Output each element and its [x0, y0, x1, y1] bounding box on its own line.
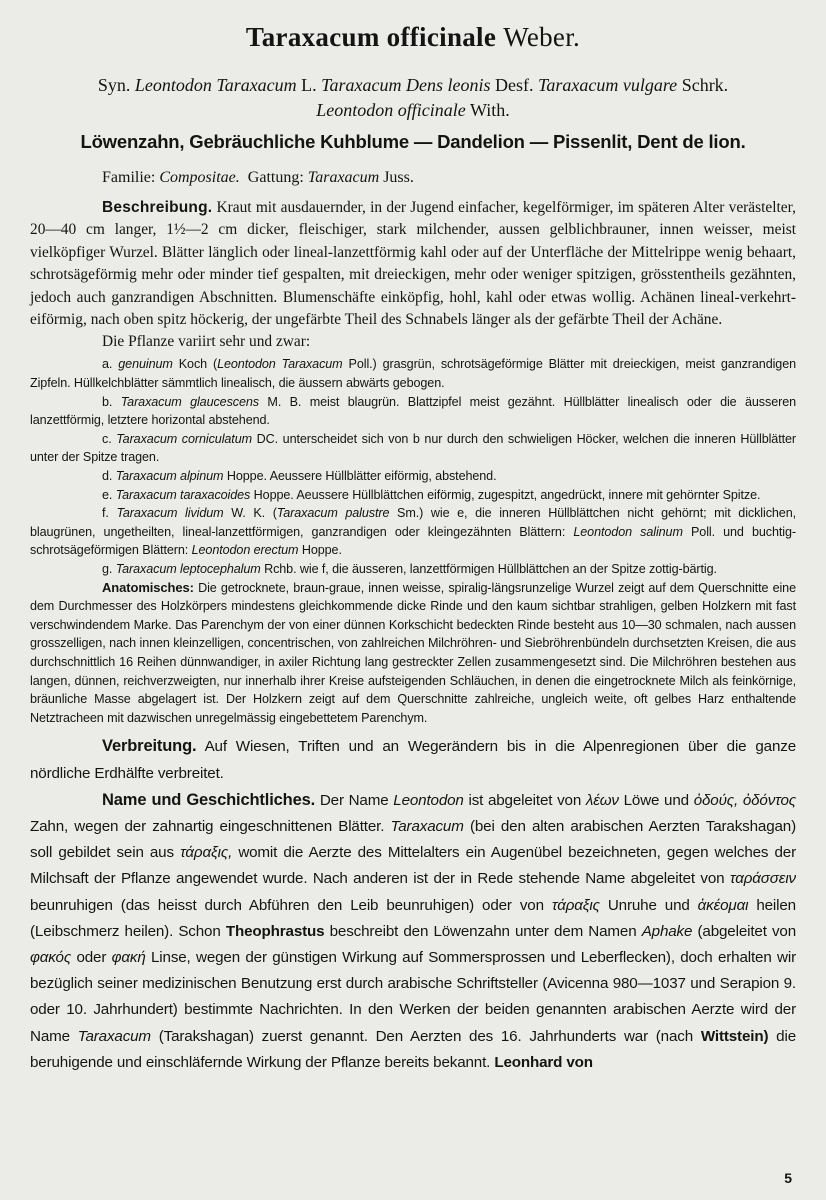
synonyms	[30, 73, 796, 123]
history-text: Der Name	[319, 791, 389, 809]
distribution-paragraph	[30, 733, 796, 786]
genus-label: Gattung:	[247, 169, 304, 186]
history-person: Wittstein)	[700, 1027, 769, 1045]
history-text: ist abgeleitet von	[468, 791, 582, 809]
greek-term: τάραξις,	[180, 844, 233, 862]
synonym: Leontodon officinale	[316, 100, 466, 120]
variant-synonym: Leontodon salinum	[573, 524, 683, 539]
distribution-heading: Verbreitung.	[102, 737, 197, 756]
genus-author: Juss.	[383, 169, 414, 186]
history-text: Unruhe und	[607, 896, 690, 914]
page-title	[30, 22, 796, 53]
variant-name: Taraxacum taraxacoides	[115, 487, 251, 502]
history-text: (abgeleitet von	[697, 922, 796, 940]
variant-text: DC. unterscheidet sich von b nur durch den schwieligen Höcker, welchen die inneren Hüllblätter unter der Spitze tragen.	[30, 431, 797, 465]
anatomy-heading: Anatomisches:	[102, 579, 194, 595]
history-text: beunruhigen (das heisst durch Abführen den Leib beunruhigen) oder von	[30, 896, 544, 914]
species-author: Weber.	[503, 22, 581, 52]
variant-name: Taraxacum corniculatum	[116, 431, 253, 446]
page-number: 5	[784, 1170, 792, 1186]
greek-term: φακός	[30, 948, 72, 966]
family-label: Familie:	[102, 169, 156, 186]
synonym-author: Desf.	[495, 75, 534, 95]
variant-name: Taraxacum lividum	[116, 506, 224, 521]
history-text: heilen (Leibschmerz heilen). Schon	[30, 896, 796, 940]
variant-text: Poll.) grasgrün, schrotsägeförmige Blätter mit dreieckigen, meist ganzrandigen Zipfeln. Hüllkelchblätter sämmtlich linealisch, die äussern abwärts gebogen.	[30, 357, 797, 391]
variant-synonym: Leontodon erectum	[191, 543, 299, 558]
variant-text: Hoppe. Aeussere Hüllblätter eiförmig, abstehend.	[226, 469, 497, 483]
variant-label: b.	[102, 394, 113, 409]
history-text: oder	[76, 948, 107, 966]
family-line	[102, 169, 796, 187]
variant-synonym: Taraxacum palustre	[276, 506, 390, 521]
description-text: Kraut mit ausdauernder, in der Jugend einfacher, kegelförmiger, im späteren Alter verästelter, 20—40 cm langer, 1½—2 cm dicker, fleischiger, stark milchender, aussen gelblichbrauner, innen weisser, meist vielköpfiger Wurzel. Blätter länglich oder lineal-lanzettförmig kahl oder auf der Unterfläche der Mittelrippe wenig behaart, schrotsägeförmig mehr oder minder tief gespalten, mit dreieckigen, mehr oder weniger spitzigen, grösstentheils gezähnten, jedoch auch ganzrandigen Abschnitten. Blumenschäfte einköpfig, hohl, kahl oder etwas wollig. Achänen lineal-verkehrt-eiförmig, nach oben spitz höckerig, der ungefärbte Theil des Schnabels länger als der gefärbte Theil der Achäne.	[30, 199, 796, 329]
distribution-text: Auf Wiesen, Triften und an Wegerändern bis in die Alpenregionen über die ganze nördliche Erdhälfte verbreitet.	[30, 738, 796, 782]
variant-label: g.	[102, 561, 113, 576]
variant-name: Taraxacum glaucescens	[120, 394, 259, 409]
genus-value: Taraxacum	[307, 169, 380, 186]
greek-term: φακή	[111, 948, 146, 966]
synonym: Leontodon Taraxacum	[134, 75, 297, 95]
variant-author: Koch (	[178, 357, 218, 372]
variant-text: Poll. und buchtig-schrotsägeförmigen Blättern:	[30, 524, 796, 558]
variant-text: Rchb. wie f, die äusseren, lanzettförmigen Hüllblättchen an der Spitze zottig-bärtig.	[264, 561, 717, 576]
anatomy-paragraph	[30, 579, 796, 728]
variant-text: Sm.) wie e, die inneren Hüllblättchen nicht gehörnt; mit dicklichen, blaugrünen, ungetheilten, lineal-lanzettförmigen, ganzrandigen oder kleingezähnten Blättern:	[30, 506, 796, 539]
synonym-author: L.	[301, 75, 317, 95]
variants-intro: Die Pflanze variirt sehr und zwar:	[102, 333, 311, 351]
family-value: Compositae.	[159, 169, 240, 186]
variant-c	[30, 430, 796, 467]
greek-term: ὀδούς, ὀδόντος	[693, 791, 797, 809]
history-person: Theophrastus	[225, 922, 325, 940]
variant-author: W. K. (	[231, 506, 277, 521]
variant-label: c.	[102, 431, 112, 446]
variant-d	[30, 467, 796, 486]
history-text: (Tarakshagan) zuerst genannt. Den Aerzten des 16. Jahrhunderts war (nach	[158, 1027, 694, 1045]
variant-label: d.	[102, 469, 113, 483]
variant-name: Taraxacum alpinum	[115, 469, 224, 483]
greek-term: ταράσσειν	[729, 870, 796, 888]
history-text: (bei den alten arabischen Aerzten Tarakshagan) soll gebildet sein aus	[30, 817, 796, 862]
history-term: Leontodon	[393, 791, 464, 809]
synonyms-label: Syn.	[97, 75, 131, 95]
species-name: Taraxacum officinale	[245, 22, 497, 52]
common-names: Löwenzahn, Gebräuchliche Kuhblume — Dandelion — Pissenlit, Dent de lion.	[80, 131, 746, 152]
description-paragraph	[30, 197, 796, 331]
history-text: Löwe und	[623, 791, 689, 809]
history-person: Leonhard von	[494, 1053, 593, 1071]
history-text: die beruhigende und einschläfernde Wirkung der Pflanze bereits bekannt.	[30, 1027, 796, 1071]
variant-text: Hoppe.	[301, 543, 342, 558]
variant-label: f.	[102, 506, 109, 521]
history-term: Taraxacum	[390, 817, 464, 835]
variant-b	[30, 393, 796, 430]
history-text: beschreibt den Löwenzahn unter dem Namen	[329, 922, 637, 940]
variant-g	[30, 560, 796, 579]
variant-e	[30, 486, 796, 505]
variant-text: Hoppe. Aeussere Hüllblättchen eiförmig, zugespitzt, angedrückt, innere mit gehörnter Spitze.	[253, 487, 761, 502]
variant-a	[30, 355, 796, 392]
history-term: Aphake	[641, 922, 693, 940]
greek-term: λέων	[585, 791, 619, 809]
history-paragraph	[30, 787, 796, 1076]
description-heading: Beschreibung.	[102, 199, 213, 216]
history-text: Linse, wegen der günstigen Wirkung auf Sommersprossen und Leberflecken), doch erhalten wir bezüglich seiner medizinischen Benutzung erst durch arabische Schriftsteller (Avicenna 980—1037 und Serapion 9. oder 10. Jahrhundert) bestimmte Nachrichten. In den Werken der beiden genannten arabischen Aerzte wird der Name	[30, 948, 796, 1045]
variant-label: e.	[102, 487, 113, 502]
history-text: Zahn, wegen der zahnartig eingeschnittenen Blätter.	[30, 817, 385, 835]
variant-label: a.	[102, 357, 113, 372]
synonym-author: With.	[469, 100, 510, 120]
variant-f	[30, 504, 796, 560]
variant-name: genuinum	[118, 357, 173, 372]
synonym: Taraxacum vulgare	[538, 75, 678, 95]
variant-text: M. B. meist blaugrün. Blattzipfel meist gezähnt. Hüllblätter linealisch oder die äusseren lanzettförmig, letztere horizontal abstehend.	[30, 394, 796, 428]
greek-term: ἀκέομαι	[697, 896, 749, 914]
greek-term: τάραξις	[551, 896, 600, 914]
history-term: Taraxacum	[77, 1027, 151, 1045]
synonym: Taraxacum Dens leonis	[321, 75, 491, 95]
history-text: womit die Aerzte des Mittelalters ein Augenübel bezeichneten, gegen welches der Milchsaft der Pflanze angewendet wurde. Nach anderen ist der in Rede stehende Name abgeleitet von	[30, 844, 796, 888]
variant-synonym: Leontodon Taraxacum	[217, 357, 343, 372]
history-heading: Name und Geschichtliches.	[102, 790, 316, 809]
anatomy-text: Die getrocknete, braun-graue, innen weisse, spiralig-längsrunzelige Wurzel zeigt auf dem Querschnitte eine dem Durchmesser des Holzkörpers mindestens gleichkommende dicke Rinde und den kaum sichtbar strahligen, gelben Holzkern mit fast verschwindendem Marke. Das Parenchym der von einer dünnen Korkschicht bedeckten Rinde besteht aus 10—30 schmalen, nach aussen grosszelligen, nach innen kleinzelligen, concentrischen, von zahlreichen Milchröhren- und Siebröhrenbündeln durchsetzten Kreisen, die aus durchschnittlich 16 Reihen dünnwandiger, in axiler Richtung lang gestreckter Zellen zusammengesetzt sind. Die Milchröhren bestehen aus langen, dünnen, reichverzweigten, nur innerhalb ihrer Kreise aufsteigenden Schläuchen, in denen die eingetrocknete Milch als feinkörnige, bräunliche Masse abgelagert ist. Der Holzkern zeigt auf dem Querschnitte zahlreiche, ungleich weite, oft gelbes Harz enthaltende Netztracheen mit dazwischen unregelmässig eingebettetem Parenchym.	[30, 580, 796, 725]
variant-name: Taraxacum leptocephalum	[115, 561, 261, 576]
synonym-author: Schrk.	[681, 75, 729, 95]
